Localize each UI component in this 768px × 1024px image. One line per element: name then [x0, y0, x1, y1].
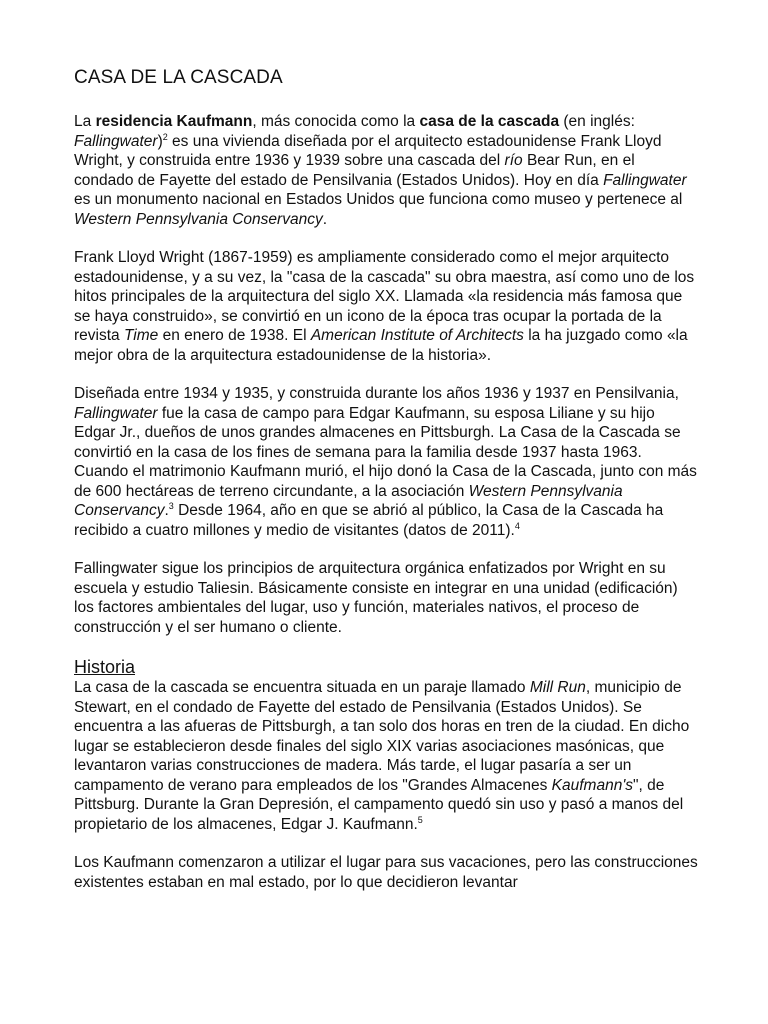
paragraph-history: [74, 678, 698, 834]
text-run: La casa de la cascada se encuentra situada en un paraje llamado: [74, 679, 530, 696]
italic-text: American Institute of Architects: [310, 327, 524, 344]
text-run: fue la casa de campo para Edgar Kaufmann, su esposa Liliane y su hijo Edgar Jr., dueños de unos grandes almacenes en Pittsburgh. La Casa de la Cascada se convirtió en la casa de los fines de semana para la familia desde 1937 hasta 1963. Cuando el matrimonio Kaufmann murió, el hijo donó la Casa de la Cascada, junto con más de 600 hectáreas de terreno circundante, a la asociación: [74, 404, 697, 500]
footnote-ref[interactable]: 3: [168, 500, 174, 511]
paragraph-design: [74, 384, 698, 540]
italic-text: Fallingwater: [603, 171, 687, 189]
italic-text: Fallingwater: [74, 404, 158, 422]
paragraph-vacations: [74, 853, 698, 892]
text-run: es un monumento nacional en Estados Unidos que funciona como museo y pertenece al: [74, 191, 683, 208]
text-run: ", de Pittsburg. Durante la Gran Depresión, el campamento quedó sin uso y pasó a manos del propietario de los almacenes, Edgar J. Kaufmann.: [74, 776, 684, 833]
text-run: (en inglés:: [559, 113, 635, 130]
text-run: es una vivienda diseñada por el arquitecto estadounidense Frank Lloyd Wright, y construida entre 1936 y 1939 sobre una cascada del: [74, 132, 662, 169]
italic-text: Time: [123, 327, 159, 344]
text-run: Desde 1964, año en que se abrió al público, la Casa de la Cascada ha recibido a cuatro millones y medio de visitantes (datos de 2011).: [74, 502, 664, 539]
italic-text: Western Pennsylvania Conservancy: [74, 482, 623, 519]
section-heading-historia: Historia: [74, 657, 136, 677]
italic-text: Kaufmann's: [551, 776, 634, 794]
italic-text: Western Pennsylvania Conservancy: [74, 210, 323, 228]
text-run: La: [74, 113, 96, 130]
italic-text: Fallingwater: [74, 132, 158, 150]
document-page: [74, 66, 698, 911]
paragraph-intro: [74, 112, 698, 229]
text-run: ): [157, 132, 163, 150]
footnote-ref[interactable]: 5: [417, 814, 423, 825]
text-run: Diseñada entre 1934 y 1935, y construida durante los años 1936 y 1937 en Pensilvania,: [74, 385, 679, 402]
bold-text: casa de la cascada: [419, 113, 560, 130]
text-run: Bear Run, en el condado de Fayette del estado de Pensilvania (Estados Unidos). Hoy en día: [74, 152, 635, 189]
text-run: Los Kaufmann comenzaron a utilizar el lugar para sus vacaciones, pero las construcciones existentes estaban en mal estado, por lo que decidieron levantar: [74, 854, 698, 891]
text-run: , municipio de Stewart, en el condado de Fayette del estado de Pensilvania (Estados Unidos). Se encuentra a las afueras de Pittsburgh, a tan solo dos horas en tren de la ciudad. En dicho lugar se establecieron desde finales del siglo XIX varias asociaciones masónicas, que levantaron varias construcciones de madera. Más tarde, el lugar pasaría a ser un campamento de verano para empleados de los "Grandes Almacenes: [74, 679, 690, 794]
page-title: CASA DE LA CASCADA: [74, 67, 283, 88]
italic-text: Mill Run: [529, 679, 586, 696]
text-run: .: [164, 502, 169, 519]
paragraph-organic: [74, 559, 698, 637]
text-run: en enero de 1938. El: [158, 327, 311, 344]
text-run: Fallingwater sigue los principios de arquitectura orgánica enfatizados por Wright en su escuela y estudio Taliesin. Básicamente consiste en integrar en una unidad (edificación) los factores ambientales del lugar, uso y función, materiales nativos, el proceso de construcción y el ser humano o cliente.: [74, 560, 678, 636]
text-run: , más conocida como la: [252, 113, 420, 130]
bold-text: residencia Kaufmann: [95, 113, 253, 130]
paragraph-wright: [74, 248, 698, 365]
italic-text: río: [504, 152, 523, 169]
footnote-ref[interactable]: 2: [162, 131, 168, 142]
text-run: .: [322, 210, 328, 228]
footnote-ref[interactable]: 4: [514, 520, 520, 531]
text-run: la ha juzgado como «la mejor obra de la arquitectura estadounidense de la historia».: [74, 327, 688, 364]
text-run: Frank Lloyd Wright (1867-1959) es ampliamente considerado como el mejor arquitecto estadounidense, y a su vez, la "casa de la cascada" su obra maestra, así como uno de los hitos principales de la arquitectura del siglo XX. Llamada «la residencia más famosa que se haya construido», se convirtió en un icono de la época tras ocupar la portada de la revista: [74, 249, 695, 344]
